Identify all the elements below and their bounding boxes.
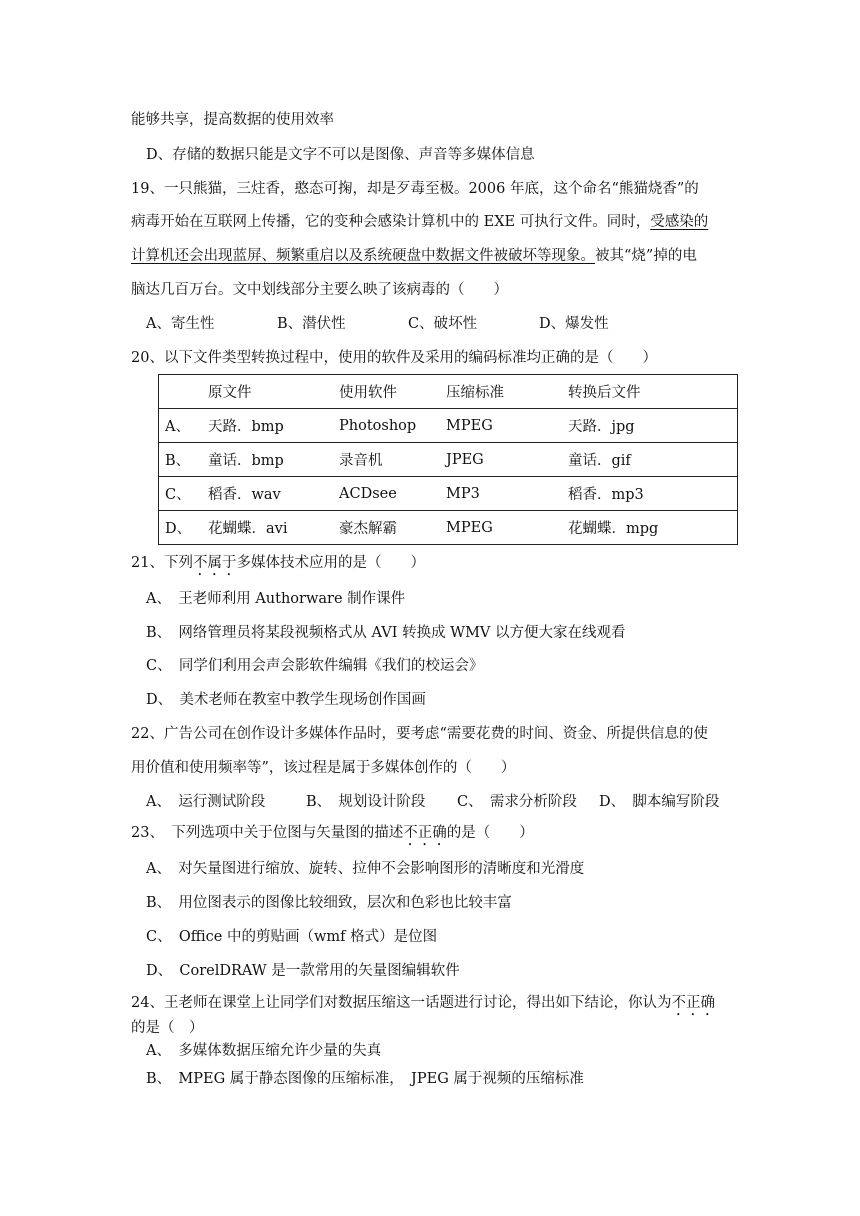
table-row <box>159 477 738 511</box>
table-cell: MPEG <box>440 511 562 545</box>
table-cell: ACDsee <box>333 477 440 511</box>
table-cell: 童话．bmp <box>202 443 333 477</box>
question-stem: 用价值和使用频率等”，该过程是属于多媒体创作的（ ） <box>131 760 516 776</box>
option-b: B、 网络管理员将某段视频格式从 AVI 转换成 WMV 以方便大家在线观看 <box>146 625 626 641</box>
table-cell: MP3 <box>440 477 562 511</box>
question-stem: 19、一只熊猫，三炷香，憨态可掬，却是歹毒至极。2006 年底，这个命名“熊猫烧香”的 <box>131 181 699 197</box>
table-cell: JPEG <box>440 443 562 477</box>
table-cell: 童话．gif <box>562 443 738 477</box>
table-cell: MPEG <box>440 409 562 443</box>
text-line: D、存储的数据只能是文字不可以是图像、声音等多媒体信息 <box>146 147 535 163</box>
table-row <box>159 511 738 545</box>
option-d: D、爆发性 <box>539 316 609 332</box>
question-stem: 20、以下文件类型转换过程中，使用的软件及采用的编码标准均正确的是（ ） <box>131 350 657 366</box>
underlined-text: 受感染的 <box>650 214 709 230</box>
option-d: D、 美术老师在教室中教学生现场创作国画 <box>146 692 426 708</box>
option-b: B、 规划设计阶段 <box>306 794 426 810</box>
table-cell: 稻香．mp3 <box>562 477 738 511</box>
question-stem: 23、 下列选项中关于位图与矢量图的描述不正确的是（ ） <box>131 825 534 841</box>
options-table <box>158 374 738 545</box>
table-cell: 花蝴蝶．avi <box>202 511 333 545</box>
option-a: A、 王老师利用 Authorware 制作课件 <box>146 591 406 607</box>
option-c: C、 同学们利用会声会影软件编辑《我们的校运会》 <box>146 658 484 674</box>
option-d: D、 脚本编写阶段 <box>599 794 720 810</box>
table-cell: 花蝴蝶．mpg <box>562 511 738 545</box>
table-cell: 录音机 <box>333 443 440 477</box>
question-stem: 22、广告公司在创作设计多媒体作品时，要考虑“需要花费的时间、资金、所提供信息的使 <box>131 726 708 742</box>
table-header-cell: 使用软件 <box>339 385 397 401</box>
option-b: B、 用位图表示的图像比较细致，层次和色彩也比较丰富 <box>146 895 512 911</box>
table-header-cell <box>159 375 203 409</box>
table-cell: 稻香．wav <box>202 477 333 511</box>
question-stem: 脑达几百万台。文中划线部分主要么映了该病毒的（ ） <box>131 282 508 298</box>
table-cell: C、 <box>159 477 203 511</box>
option-d: D、 CorelDRAW 是一款常用的矢量图编辑软件 <box>146 963 460 979</box>
table-cell: Photoshop <box>333 409 440 443</box>
emphasized-text: 不正确 <box>671 995 715 1011</box>
table-row <box>159 443 738 477</box>
emphasized-text: 不正确 <box>403 825 447 841</box>
question-stem: 计算机还会出现蓝屏、频繁重启以及系统硬盘中数据文件被破坏等现象。被其“烧”掉的电 <box>131 248 697 264</box>
option-c: C、破坏性 <box>408 316 478 332</box>
table-cell: B、 <box>159 443 203 477</box>
option-a: A、 对矢量图进行缩放、旋转、拉伸不会影响图形的清晰度和光滑度 <box>146 861 585 877</box>
option-a: A、 运行测试阶段 <box>146 794 266 810</box>
option-c: C、 需求分析阶段 <box>457 794 577 810</box>
table-header-cell: 转换后文件 <box>568 385 641 401</box>
table-header-cell: 原文件 <box>208 385 252 401</box>
option-a: A、寄生性 <box>146 316 215 332</box>
option-c: C、 Office 中的剪贴画（wmf 格式）是位图 <box>146 929 438 945</box>
table-cell: 豪杰解霸 <box>333 511 440 545</box>
table-cell: D、 <box>159 511 203 545</box>
text-line: 能够共享，提高数据的使用效率 <box>131 112 334 128</box>
table-cell: 天路．bmp <box>202 409 333 443</box>
option-a: A、 多媒体数据压缩允许少量的失真 <box>146 1043 382 1059</box>
table-cell: A、 <box>159 409 203 443</box>
table-header-row <box>159 375 738 409</box>
question-stem: 的是（ ） <box>131 1020 204 1036</box>
table-cell: 天路．jpg <box>562 409 738 443</box>
option-b: B、 MPEG 属于静态图像的压缩标准， JPEG 属于视频的压缩标准 <box>146 1071 584 1087</box>
emphasized-text: 不属于 <box>192 555 237 571</box>
underlined-text: 计算机还会出现蓝屏、频繁重启以及系统硬盘中数据文件被破坏等现象。 <box>131 248 595 264</box>
option-b: B、潜伏性 <box>277 316 346 332</box>
table-header-cell: 压缩标准 <box>446 385 504 401</box>
table-row <box>159 409 738 443</box>
question-stem: 24、王老师在课堂上让同学们对数据压缩这一话题进行讨论，得出如下结论，你认为不正确 <box>131 995 715 1011</box>
question-stem: 21、下列不属于多媒体技术应用的是（ ） <box>131 555 425 571</box>
question-stem: 病毒开始在互联网上传播，它的变种会感染计算机中的 EXE 可执行文件。同时，受感染的 <box>131 214 709 230</box>
